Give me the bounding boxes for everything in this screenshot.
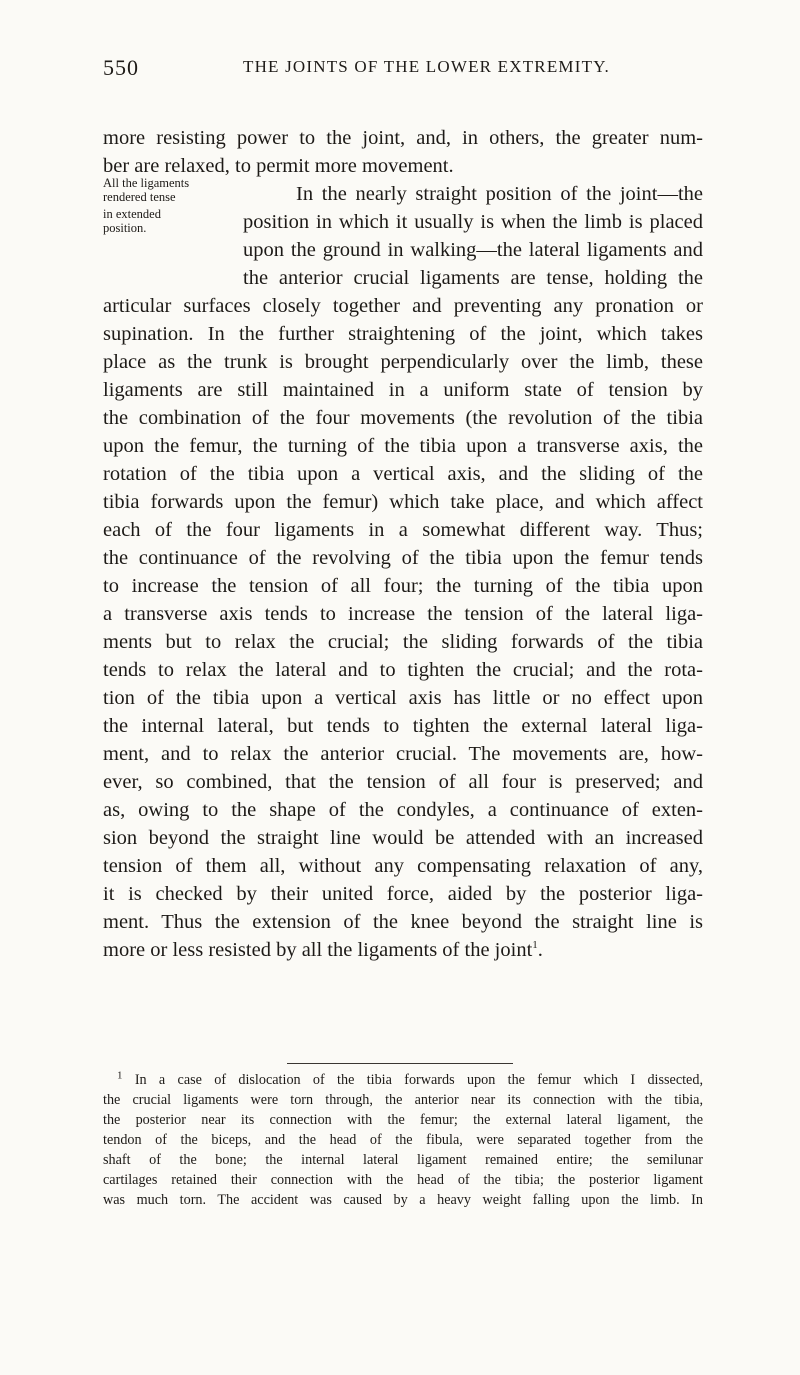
body-line: ligaments are still maintained in a uniform state of tension by [103, 379, 703, 401]
page-number: 550 [103, 55, 139, 80]
body-line: tion of the tibia upon a vertical axis has little or no effect upon [103, 687, 703, 709]
body-line: the continuance of the revolving of the tibia upon the femur tends [103, 547, 703, 569]
body-line: a transverse axis tends to increase the tension of the lateral liga- [103, 603, 703, 625]
body-line: In the nearly straight position of the joint—the [296, 183, 703, 205]
body-line: it is checked by their united force, aided by the posterior liga- [103, 883, 703, 905]
footnote-rule [287, 1063, 513, 1064]
body-line: place as the trunk is brought perpendicularly over the limb, these [103, 351, 703, 373]
end-period: . [537, 939, 543, 961]
body-line: ber are relaxed, to permit more movement. [103, 155, 454, 177]
footnote-marker: 1 [117, 1069, 123, 1082]
body-line: tibia forwards upon the femur) which take place, and which affect [103, 491, 703, 513]
body-line: ment. Thus the extension of the knee beyond the straight line is [103, 911, 703, 933]
footnote-line [117, 1070, 703, 1090]
body-line: each of the four ligaments in a somewhat different way. Thus; [103, 519, 703, 541]
body-line-last [103, 936, 703, 964]
page-header [103, 55, 703, 87]
running-head: THE JOINTS OF THE LOWER EXTREMITY. [243, 57, 610, 76]
footnote-line: the posterior near its connection with the femur; the external lateral ligament, the [103, 1112, 703, 1128]
body-line: the anterior crucial ligaments are tense, holding the [243, 267, 703, 289]
body-line: tension of them all, without any compensating relaxation of any, [103, 855, 703, 877]
body-line: position in which it usually is when the limb is placed [243, 211, 703, 233]
body-line: ments but to relax the crucial; the sliding forwards of the tibia [103, 631, 703, 653]
footnote-reference: 1 [532, 939, 538, 952]
body-line: as, owing to the shape of the condyles, a continuance of exten- [103, 799, 703, 821]
body-line: ever, so combined, that the tension of all four is preserved; and [103, 771, 703, 793]
body-line: articular surfaces closely together and preventing any pronation or [103, 295, 703, 317]
footnote-text: In a case of dislocation of the tibia forwards upon the femur which I dissected, [134, 1072, 703, 1088]
sidenote-line: in extended [103, 207, 161, 221]
body-line: ment, and to relax the anterior crucial. The movements are, how- [103, 743, 703, 765]
footnote-line: was much torn. The accident was caused by a heavy weight falling upon the limb. In [103, 1192, 703, 1208]
body-line: more resisting power to the joint, and, in others, the greater num- [103, 127, 703, 149]
footnote-line: shaft of the bone; the internal lateral ligament remained entire; the semilunar [103, 1152, 703, 1168]
body-line: tends to relax the lateral and to tighten the crucial; and the rota- [103, 659, 703, 681]
sidenote-line: rendered tense [103, 190, 176, 204]
sidenote-line: position. [103, 221, 147, 235]
body-line-text: more or less resisted by all the ligaments of the joint [103, 939, 533, 961]
footnote-line: tendon of the biceps, and the head of the fibula, were separated together from the [103, 1132, 703, 1148]
body-line: the combination of the four movements (the revolution of the tibia [103, 407, 703, 429]
body-line: sion beyond the straight line would be attended with an increased [103, 827, 703, 849]
body-line: upon the femur, the turning of the tibia upon a transverse axis, the [103, 435, 703, 457]
footnote-line: cartilages retained their connection with the head of the tibia; the posterior ligament [103, 1172, 703, 1188]
body-line: rotation of the tibia upon a vertical axis, and the sliding of the [103, 463, 703, 485]
body-line: upon the ground in walking—the lateral ligaments and [243, 239, 703, 261]
body-line: to increase the tension of all four; the turning of the tibia upon [103, 575, 703, 597]
sidenote-line: All the ligaments [103, 176, 190, 190]
body-line: the internal lateral, but tends to tighten the external lateral liga- [103, 715, 703, 737]
body-line: supination. In the further straightening of the joint, which takes [103, 323, 703, 345]
footnote-line: the crucial ligaments were torn through, the anterior near its connection with the tibia, [103, 1092, 703, 1108]
